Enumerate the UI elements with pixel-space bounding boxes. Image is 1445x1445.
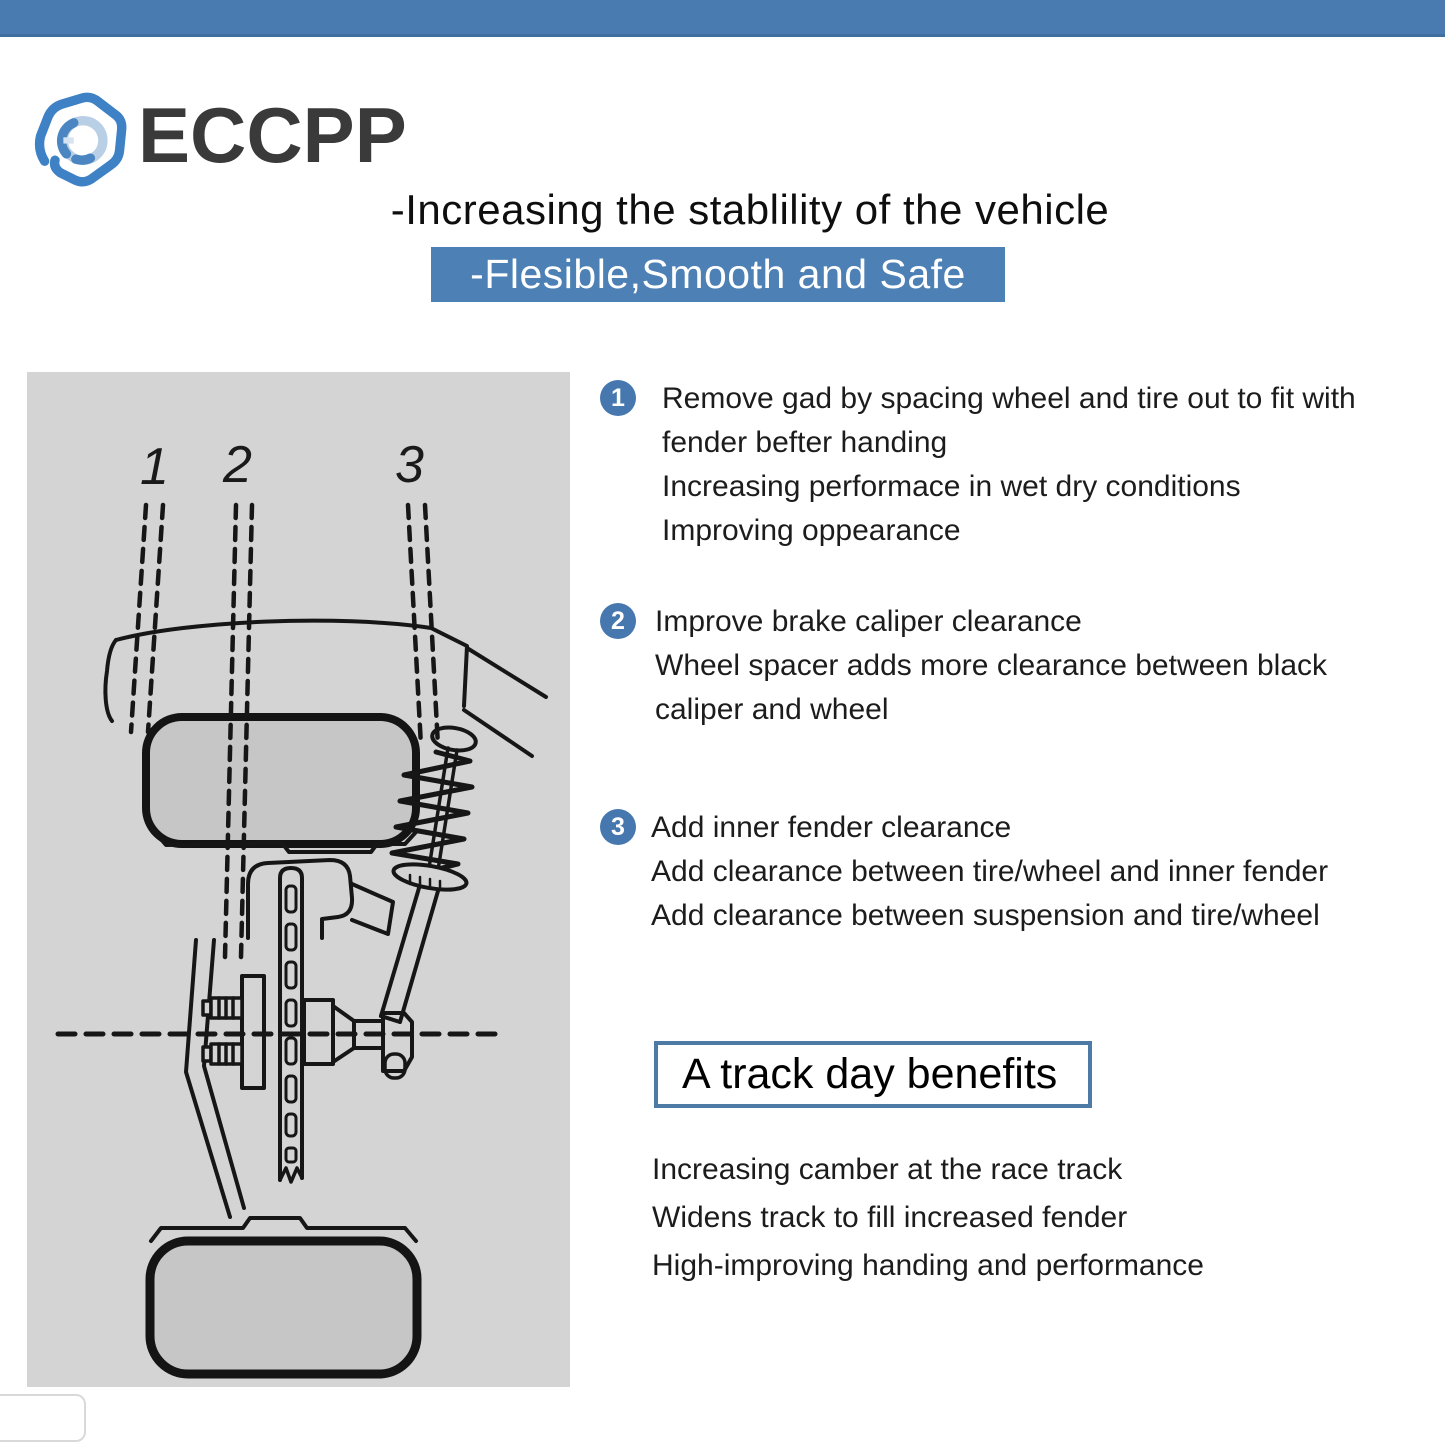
measure-line-1 (131, 505, 163, 732)
brake-rotor (280, 868, 302, 1182)
benefit-text-1 (662, 377, 1420, 553)
benefit-line: Add clearance between suspension and tire/wheel (651, 899, 1320, 932)
top-bar (0, 0, 1445, 37)
benefit-line: Increasing performace in wet dry conditions (662, 470, 1241, 503)
benefit-text-3 (651, 806, 1420, 938)
steering-knuckle (248, 860, 393, 938)
track-day-title: A track day benefits (682, 1050, 1058, 1098)
strut (381, 888, 438, 1022)
benefit-line: caliper and wheel (655, 693, 889, 726)
track-day-lines (652, 1146, 1204, 1290)
main-title: -Increasing the stablility of the vehicle (390, 186, 1110, 233)
benefit-line: Wheel spacer adds more clearance between black (655, 649, 1328, 682)
suspension-diagram (27, 372, 570, 1387)
benefit-item-3 (600, 806, 1420, 938)
lug-studs (203, 998, 242, 1064)
logo-ring-gap (63, 137, 73, 143)
benefit-text-2 (655, 600, 1420, 732)
logo-hex-outline (40, 97, 122, 182)
benefit-item-2 (600, 600, 1420, 732)
benefit-line: Improve brake caliper clearance (655, 605, 1082, 638)
brand-logo-icon (28, 92, 132, 192)
hub-shaft (304, 1000, 412, 1078)
lower-tire (150, 1241, 417, 1374)
benefit-line: fender befter handing (662, 426, 948, 459)
corner-page-curl (0, 1394, 86, 1442)
track-day-line: Widens track to fill increased fender (652, 1201, 1128, 1234)
track-day-line: High-improving handing and performance (652, 1249, 1204, 1282)
benefit-badge-1: 1 (600, 380, 636, 416)
diagram-panel (27, 372, 570, 1387)
subtitle-text: -Flesible,Smooth and Safe (470, 251, 966, 297)
diagram-label-3: 3 (395, 436, 424, 494)
subtitle-banner (431, 247, 1005, 302)
benefit-badge-2: 2 (600, 603, 636, 639)
benefit-line: Remove gad by spacing wheel and tire out to fit with (662, 382, 1356, 415)
benefit-line: Improving oppearance (662, 514, 961, 547)
brand-name: ECCPP (138, 91, 407, 179)
benefit-badge-3: 3 (600, 809, 636, 845)
benefit-line: Add inner fender clearance (651, 811, 1012, 844)
benefit-item-1 (600, 377, 1420, 553)
upper-tire (146, 717, 416, 844)
benefit-line: Add clearance between tire/wheel and inner fender (651, 855, 1329, 888)
suspension-arm (186, 940, 244, 1217)
diagram-label-2: 2 (223, 436, 252, 494)
diagram-label-1: 1 (140, 438, 169, 496)
track-day-line: Increasing camber at the race track (652, 1153, 1123, 1186)
track-day-box (654, 1041, 1092, 1108)
